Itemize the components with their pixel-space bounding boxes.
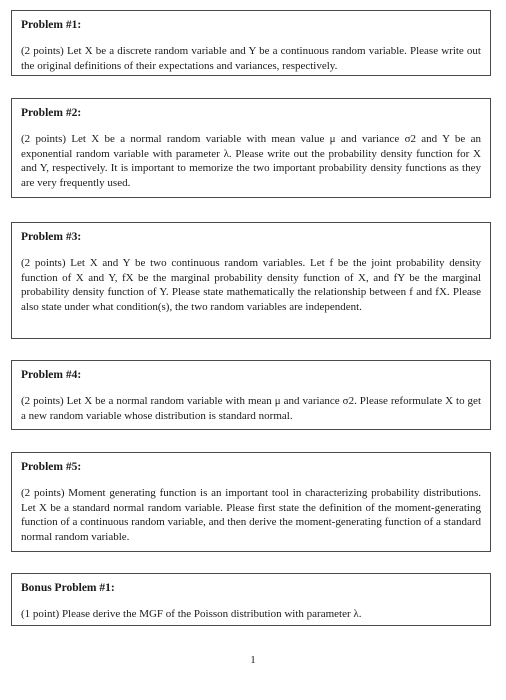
problem-4-box <box>11 360 491 430</box>
bonus-problem-box <box>11 573 491 626</box>
bonus-problem-text: (1 point) Please derive the MGF of the Poisson distribution with parameter λ. <box>21 608 362 620</box>
problem-4-text: (2 points) Let X be a normal random variable with mean μ and variance σ2. Please reformulate X to get a new random variable whose distribution is standard normal. <box>21 395 481 422</box>
problem-2-text: (2 points) Let X be a normal random variable with mean value μ and variance σ2 and Y be an exponential random variable with parameter λ. Please write out the probability density function for X and Y, respectively. It is important to memorize the two important probability density functions as they are very frequently used. <box>21 133 481 189</box>
problem-3-title: Problem #3: <box>21 231 82 243</box>
problem-2-title: Problem #2: <box>21 107 82 119</box>
problem-4-title: Problem #4: <box>21 369 82 381</box>
problem-5-box <box>11 452 491 552</box>
bonus-problem-title: Bonus Problem #1: <box>21 582 115 594</box>
problem-1-title: Problem #1: <box>21 19 82 31</box>
problem-5-title: Problem #5: <box>21 461 82 473</box>
problem-5-text: (2 points) Moment generating function is an important tool in characterizing probability distributions. Let X be a standard normal random variable. Please first state the definition of the moment-generating function of a continuous random variable, and then derive the moment-generating function of a standard normal random variable. <box>21 487 481 543</box>
problem-3-box <box>11 222 491 339</box>
problem-2-box <box>11 98 491 198</box>
problem-3-text: (2 points) Let X and Y be two continuous random variables. Let f be the joint probability density function of X and Y, fX be the marginal probability density function of X, and fY be the marginal probability density function of Y. Please state mathematically the relationship between f and fX. Please also state under what condition(s), the two random variables are independent. <box>21 257 481 313</box>
page-number: 1 <box>250 654 256 666</box>
problem-1-box <box>11 10 491 76</box>
problem-1-text: (2 points) Let X be a discrete random variable and Y be a continuous random variable. Please write out the original definitions of their expectations and variances, respectively. <box>21 45 481 72</box>
